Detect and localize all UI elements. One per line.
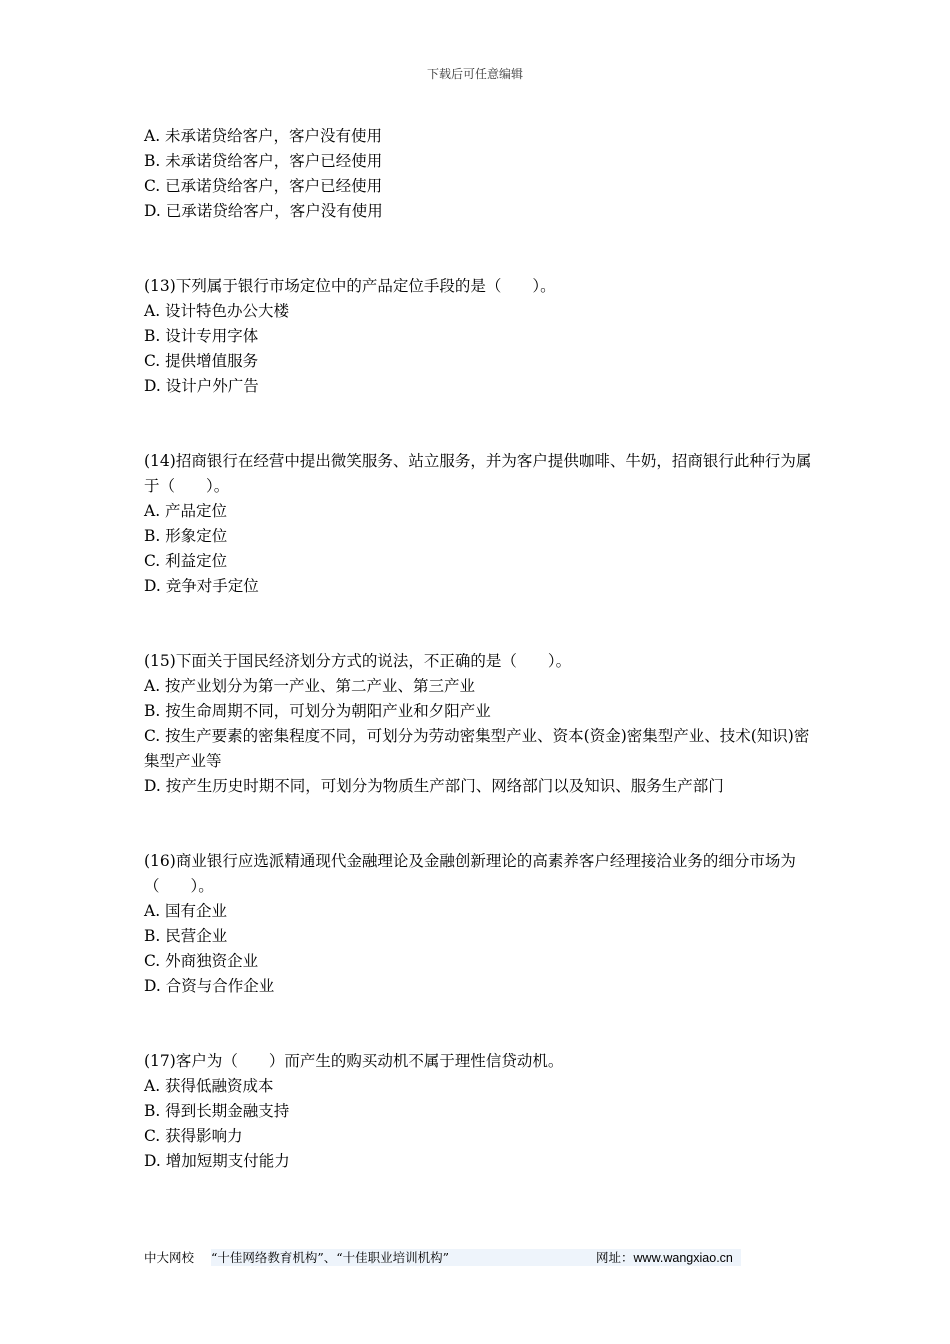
page-footer	[144, 1249, 740, 1266]
answer-option: A. 未承诺贷给客户，客户没有使用	[144, 127, 383, 145]
question-block	[144, 649, 812, 799]
answer-option: B. 形象定位	[144, 527, 228, 545]
answer-option: B. 按生命周期不同，可划分为朝阳产业和夕阳产业	[144, 702, 491, 720]
document-body	[144, 124, 812, 1224]
footer-org: 中大网校	[144, 1250, 195, 1265]
answer-option: A. 国有企业	[144, 902, 228, 920]
question-block	[144, 274, 812, 399]
answer-option: C. 已承诺贷给客户，客户已经使用	[144, 177, 383, 195]
question-stem: (15)下面关于国民经济划分方式的说法，不正确的是（ ）。	[144, 652, 572, 670]
question-block	[144, 449, 812, 599]
answer-option: D. 按产生历史时期不同，可划分为物质生产部门、网络部门以及知识、服务生产部门	[144, 777, 724, 795]
answer-option: B. 未承诺贷给客户，客户已经使用	[144, 152, 383, 170]
answer-option: B. 设计专用字体	[144, 327, 259, 345]
answer-option: C. 提供增值服务	[144, 352, 259, 370]
question-block	[144, 849, 812, 999]
footer-slogan: “十佳网络教育机构”、“十佳职业培训机构”	[211, 1249, 741, 1266]
answer-option: B. 民营企业	[144, 927, 228, 945]
question-stem: (14)招商银行在经营中提出微笑服务、站立服务，并为客户提供咖啡、牛奶，招商银行此种行为属于（ ）。	[144, 452, 812, 495]
page-header: 下载后可任意编辑	[426, 67, 523, 81]
footer-website	[596, 1249, 733, 1267]
answer-option: A. 产品定位	[144, 502, 228, 520]
answer-option: D. 竞争对手定位	[144, 577, 259, 595]
answer-option: D. 设计户外广告	[144, 377, 259, 395]
question-stem: (16)商业银行应选派精通现代金融理论及金融创新理论的高素养客户经理接洽业务的细分市场为（ ）。	[144, 852, 796, 895]
answer-option: A. 获得低融资成本	[144, 1077, 274, 1095]
question-stem: (17)客户为（ ）而产生的购买动机不属于理性信贷动机。	[144, 1052, 564, 1070]
answer-option: A. 按产业划分为第一产业、第二产业、第三产业	[144, 677, 476, 695]
answer-option: C. 外商独资企业	[144, 952, 259, 970]
question-block	[144, 124, 812, 224]
question-block	[144, 1049, 812, 1174]
answer-option: D. 增加短期支付能力	[144, 1152, 290, 1170]
answer-option: D. 合资与合作企业	[144, 977, 275, 995]
answer-option: C. 利益定位	[144, 552, 228, 570]
answer-option: C. 按生产要素的密集程度不同，可划分为劳动密集型产业、资本(资金)密集型产业、技术(知识)密集型产业等	[144, 727, 810, 770]
answer-option: A. 设计特色办公大楼	[144, 302, 290, 320]
footer-site-url: www.wangxiao.cn	[633, 1251, 733, 1265]
question-stem: (13)下列属于银行市场定位中的产品定位手段的是（ ）。	[144, 277, 556, 295]
answer-option: C. 获得影响力	[144, 1127, 243, 1145]
footer-site-label: 网址：	[596, 1250, 634, 1265]
answer-option: D. 已承诺贷给客户，客户没有使用	[144, 202, 383, 220]
answer-option: B. 得到长期金融支持	[144, 1102, 290, 1120]
